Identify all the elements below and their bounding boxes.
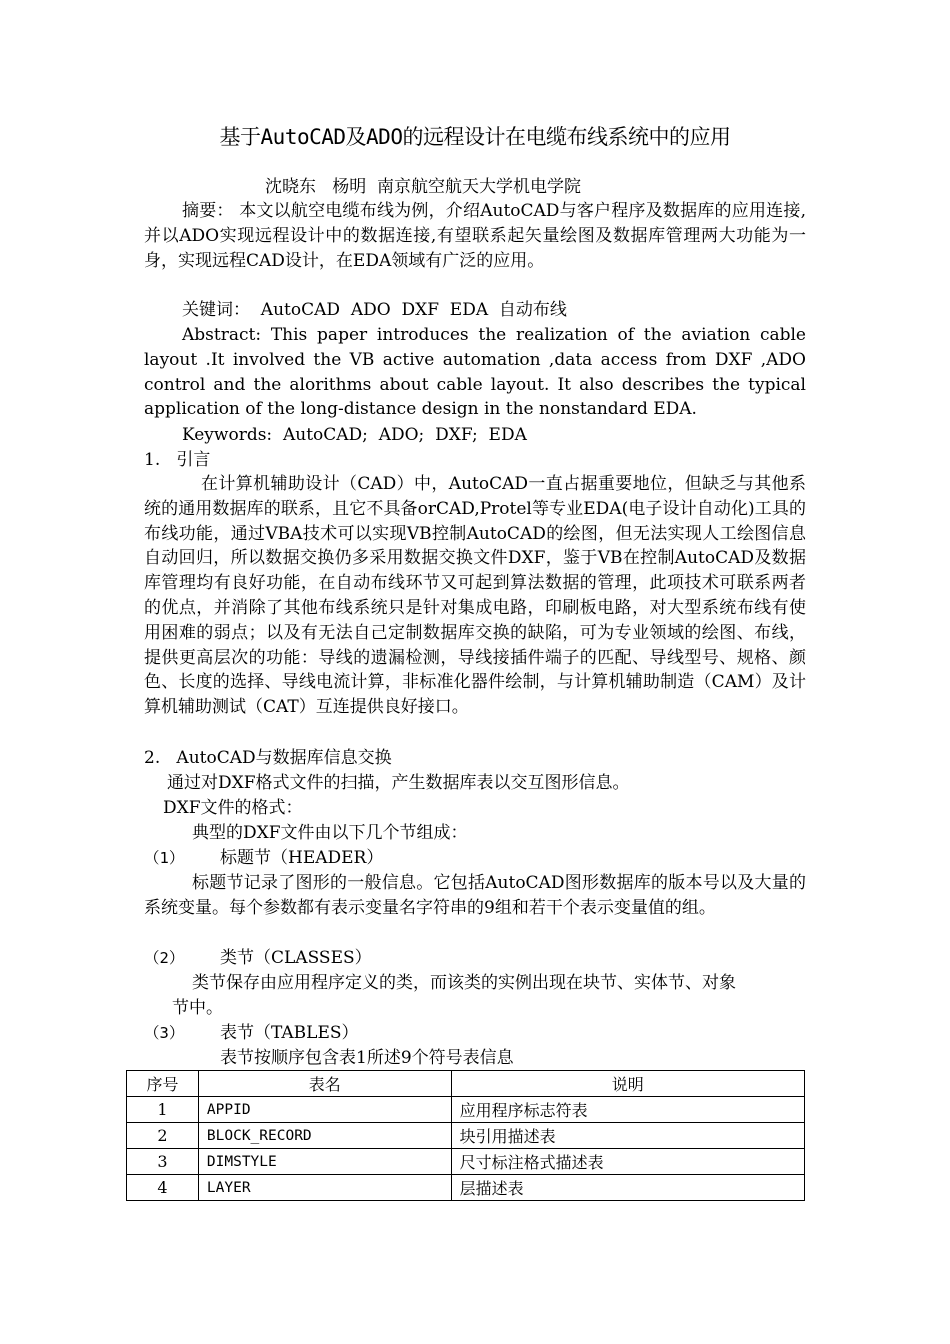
dxf-sections-intro: 典型的DXF文件由以下几个节组成： (192, 823, 468, 843)
item1-number: （1） (144, 849, 185, 867)
cell-index: 4 (127, 1175, 199, 1201)
abstract-en: Abstract: This paper introduces the realization of the aviation cable layout .It involved the VB active automation ,data access from DXF ,ADO control and the alorithms about cable layout. It also describes the typical application of the long-distance design in the nonstandard EDA. (144, 325, 806, 420)
cell-description: 层描述表 (451, 1175, 804, 1201)
item2-title: 类节（CLASSES） (220, 948, 372, 968)
abstract-cn: 摘要： 本文以航空电缆布线为例，介绍AutoCAD与客户程序及数据库的应用连接,并以ADO实现远程设计中的数据连接,有望联系起矢量绘图及数据库管理两大功能为一身，实现远程CAD设计，在EDA领域有广泛的应用。 (144, 201, 806, 271)
keywords-en: Keywords: AutoCAD; ADO; DXF; EDA (182, 425, 527, 445)
cell-name: APPID (198, 1097, 451, 1123)
table-row (127, 1175, 805, 1201)
table-row (127, 1149, 805, 1175)
cell-description: 尺寸标注格式描述表 (451, 1149, 804, 1175)
item3-title: 表节（TABLES） (220, 1023, 359, 1043)
cell-description: 应用程序标志符表 (451, 1097, 804, 1123)
cell-name: BLOCK_RECORD (198, 1123, 451, 1149)
table-header-row (127, 1071, 805, 1097)
section1-heading: 1. 引言 (144, 450, 211, 470)
item3-body: 表节按顺序包含表1所述9个符号表信息 (220, 1048, 514, 1068)
item2-number: （2） (144, 949, 185, 967)
dxf-format-label: DXF文件的格式： (163, 798, 303, 818)
symbol-table (126, 1070, 805, 1201)
cell-index: 2 (127, 1123, 199, 1149)
cell-name: LAYER (198, 1175, 451, 1201)
section2-intro: 通过对DXF格式文件的扫描，产生数据库表以交互图形信息。 (167, 773, 630, 793)
authors-line: 沈晓东 杨明 南京航空航天大学机电学院 (265, 177, 582, 197)
section1-body: 在计算机辅助设计（CAD）中，AutoCAD一直占据重要地位，但缺乏与其他系统的通用数据库的联系，且它不具备orCAD,Protel等专业EDA(电子设计自动化)工具的布线功能，通过VBA技术可以实现VB控制AutoCAD的绘图，但无法实现人工绘图信息自动回归，所以数据交换仍多采用数据交换文件DXF，鉴于VB在控制AutoCAD及数据库管理均有良好功能，在自动布线环节又可起到算法数据的管理，此项技术可联系两者的优点，并消除了其他布线系统只是针对集成电路，印刷板电路，对大型系统布线有使用困难的弱点；以及有无法自己定制数据库交换的缺陷，可为专业领域的绘图、布线，提供更高层次的功能：导线的遗漏检测，导线接插件端子的匹配、导线型号、规格、颜色、长度的选择、导线电流计算，非标准化器件绘制，与计算机辅助制造（CAM）及计算机辅助测试（CAT）互连提供良好接口。 (144, 474, 806, 718)
table-row (127, 1097, 805, 1123)
column-header-index: 序号 (127, 1071, 199, 1097)
item1-title: 标题节（HEADER） (220, 848, 384, 868)
cell-index: 1 (127, 1097, 199, 1123)
table-row (127, 1123, 805, 1149)
item2-body-line2: 节中。 (172, 998, 223, 1018)
item3-number: （3） (144, 1024, 185, 1042)
item1-body: 标题节记录了图形的一般信息。它包括AutoCAD图形数据库的版本号以及大量的系统变量。每个参数都有表示变量名字符串的9组和若干个表示变量值的组。 (144, 873, 806, 918)
section2-heading: 2. AutoCAD与数据库信息交换 (144, 748, 392, 768)
document-title: 基于AutoCAD及ADO的远程设计在电缆布线系统中的应用 (219, 125, 731, 149)
column-header-description: 说明 (451, 1071, 804, 1097)
item2-body-line1: 类节保存由应用程序定义的类，而该类的实例出现在块节、实体节、对象 (192, 973, 736, 993)
column-header-name: 表名 (198, 1071, 451, 1097)
cell-name: DIMSTYLE (198, 1149, 451, 1175)
keywords-cn: 关键词： AutoCAD ADO DXF EDA 自动布线 (182, 300, 567, 320)
cell-index: 3 (127, 1149, 199, 1175)
cell-description: 块引用描述表 (451, 1123, 804, 1149)
